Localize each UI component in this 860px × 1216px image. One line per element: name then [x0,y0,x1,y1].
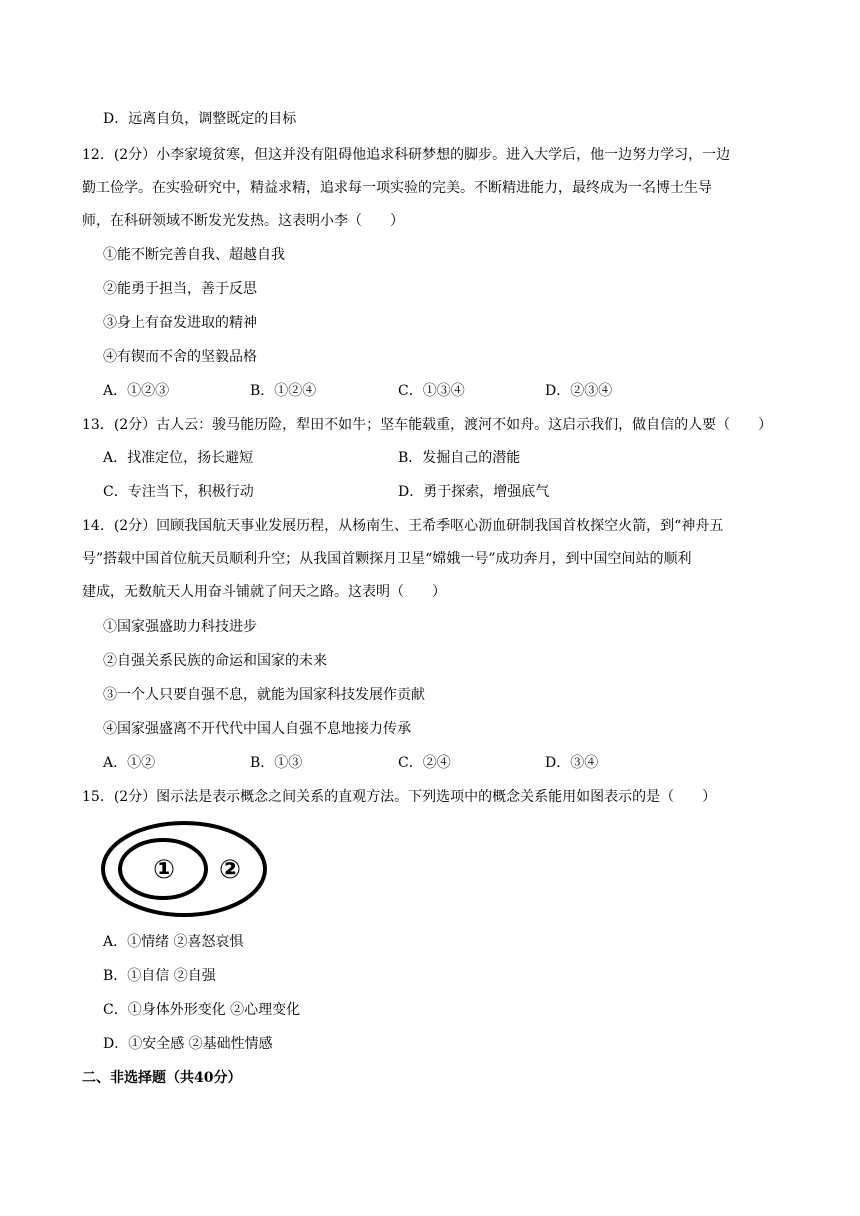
q13-option-a: A．找准定位，扬长避短 [103,450,254,466]
inner-label: ① [152,855,176,885]
q11-option-d: D．远离自负，调整既定的目标 [103,111,297,127]
q12-option-a: A．①②③ [103,383,170,399]
q12-item-2: ②能勇于担当，善于反思 [103,281,257,297]
q12-item-3: ③身上有奋发进取的精神 [103,315,257,331]
section-heading: 二、非选择题（共40分） [82,1070,242,1086]
outer-label: ② [218,855,242,885]
q12-option-c: C．①③④ [398,383,465,399]
q12-option-d: D．②③④ [545,383,613,399]
q14-item-2: ②自强关系民族的命运和国家的未来 [103,653,327,669]
q13-option-d: D．勇于探索，增强底气 [398,484,550,500]
q14-stem-line-2: 号”搭载中国首位航天员顺利升空；从我国首颗探月卫星“嫦娥一号”成功奔月，到中国空间站的顺利 [82,551,692,567]
q14-option-b: B．①③ [250,755,303,771]
q12-stem-line-3: 师，在科研领域不断发光发热。这表明小李（ ） [82,213,404,229]
q14-item-1: ①国家强盛助力科技进步 [103,619,257,635]
q12-item-1: ①能不断完善自我、超越自我 [103,247,285,263]
q15-option-a: A．①情绪 ②喜怒哀惧 [103,934,244,950]
concept-diagram [100,818,270,920]
q12-option-b: B．①②④ [250,383,317,399]
q15-option-c: C．①身体外形变化 ②心理变化 [103,1002,301,1018]
q13-option-b: B．发掘自己的潜能 [398,450,521,466]
q14-item-4: ④国家强盛离不开代代中国人自强不息地接力传承 [103,721,411,737]
q14-option-a: A．①② [103,755,156,771]
q15-option-d: D．①安全感 ②基础性情感 [103,1036,273,1052]
q14-stem-line-1: 14．(2分）回顾我国航天事业发展历程，从杨南生、王希季呕心沥血研制我国首枚探空火箭，到“神舟五 [82,518,724,534]
q14-option-d: D．③④ [545,755,599,771]
q12-stem-line-2: 勤工俭学。在实验研究中，精益求精，追求每一项实验的完美。不断精进能力，最终成为一名博士生导 [82,180,712,196]
q12-item-4: ④有锲而不舍的坚毅品格 [103,349,257,365]
q13-stem: 13．(2分）古人云：骏马能历险，犁田不如牛；坚车能载重，渡河不如舟。这启示我们，做自信的人要（ ） [82,417,773,433]
q14-stem-line-3: 建成，无数航天人用奋斗铺就了问天之路。这表明（ ） [82,584,446,600]
q13-option-c: C．专注当下，积极行动 [103,484,254,500]
q14-item-3: ③一个人只要自强不息，就能为国家科技发展作贡献 [103,687,425,703]
q12-stem-line-1: 12．(2分）小李家境贫寒，但这并没有阻碍他追求科研梦想的脚步。进入大学后，他一边努力学习，一边 [82,147,731,163]
q15-option-b: B．①自信 ②自强 [103,968,216,984]
q14-option-c: C．②④ [398,755,451,771]
q15-stem: 15．(2分）图示法是表示概念之间关系的直观方法。下列选项中的概念关系能用如图表示的是（ ） [82,789,717,805]
